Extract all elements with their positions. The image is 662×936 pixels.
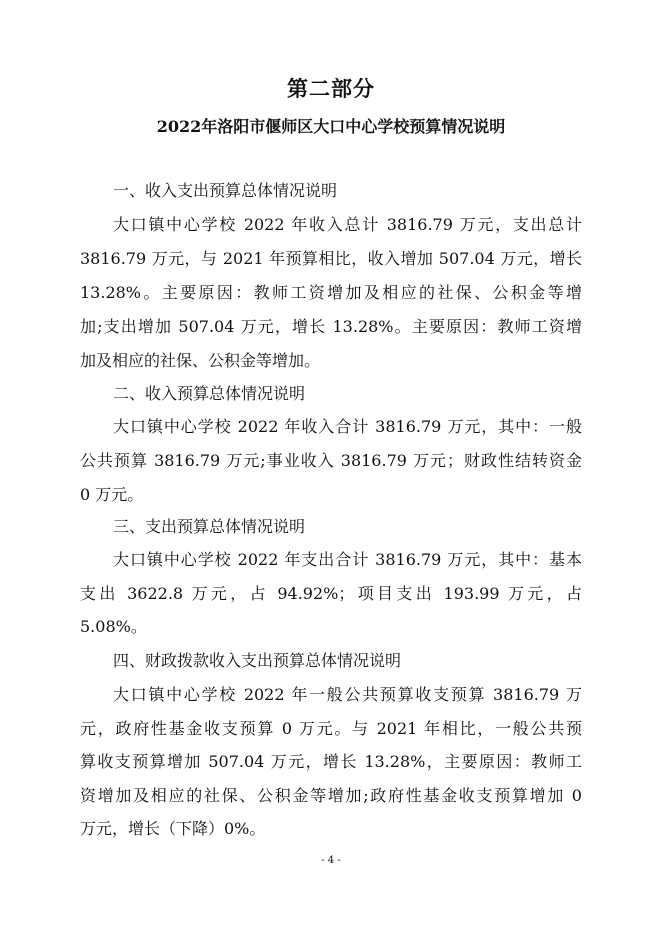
paragraph-line: 加及相应的社保、公积金等增加。 [80, 351, 321, 370]
paragraph-line: 3816.79 万元，与 2021 年预算相比，收入增加 507.04 万元，增长 [80, 249, 582, 268]
paragraph-line: 支出 3622.8 万元，占 94.92%；项目支出 193.99 万元，占 [80, 584, 582, 603]
paragraph-line: 13.28%。主要原因：教师工资增加及相应的社保、公积金等增 [80, 283, 582, 302]
paragraph-line: 0 万元。 [80, 485, 144, 504]
section-heading: 二、收入预算总体情况说明 [113, 384, 306, 403]
paragraph-line: 大口镇中心学校 2022 年收入合计 3816.79 万元，其中：一般 [113, 417, 582, 436]
paragraph-line: 万元，增长（下降）0%。 [80, 819, 266, 838]
paragraph-line: 资增加及相应的社保、公积金等增加;政府性基金收支预算增加 0 [80, 786, 582, 805]
part-title: 第二部分 [287, 76, 375, 101]
document-title: 2022年洛阳市偃师区大口中心学校预算情况说明 [156, 117, 506, 136]
paragraph-line: 公共预算 3816.79 万元;事业收入 3816.79 万元；财政性结转资金 [80, 451, 582, 470]
paragraph-line: 大口镇中心学校 2022 年一般公共预算收支预算 3816.79 万 [113, 685, 582, 704]
paragraph-line: 5.08%。 [80, 617, 147, 636]
section-heading: 三、支出预算总体情况说明 [113, 517, 306, 536]
paragraph-line: 大口镇中心学校 2022 年收入总计 3816.79 万元，支出总计 [113, 215, 582, 234]
section-heading: 一、收入支出预算总体情况说明 [113, 181, 338, 200]
paragraph-line: 加;支出增加 507.04 万元，增长 13.28%。主要原因：教师工资增 [80, 317, 582, 336]
page-number: - 4 - [321, 855, 341, 866]
paragraph-line: 算收支预算增加 507.04 万元，增长 13.28%，主要原因：教师工 [80, 752, 582, 771]
section-heading: 四、财政拨款收入支出预算总体情况说明 [113, 651, 402, 670]
paragraph-line: 元，政府性基金收支预算 0 万元。与 2021 年相比，一般公共预 [80, 719, 582, 738]
paragraph-line: 大口镇中心学校 2022 年支出合计 3816.79 万元，其中：基本 [113, 550, 582, 569]
